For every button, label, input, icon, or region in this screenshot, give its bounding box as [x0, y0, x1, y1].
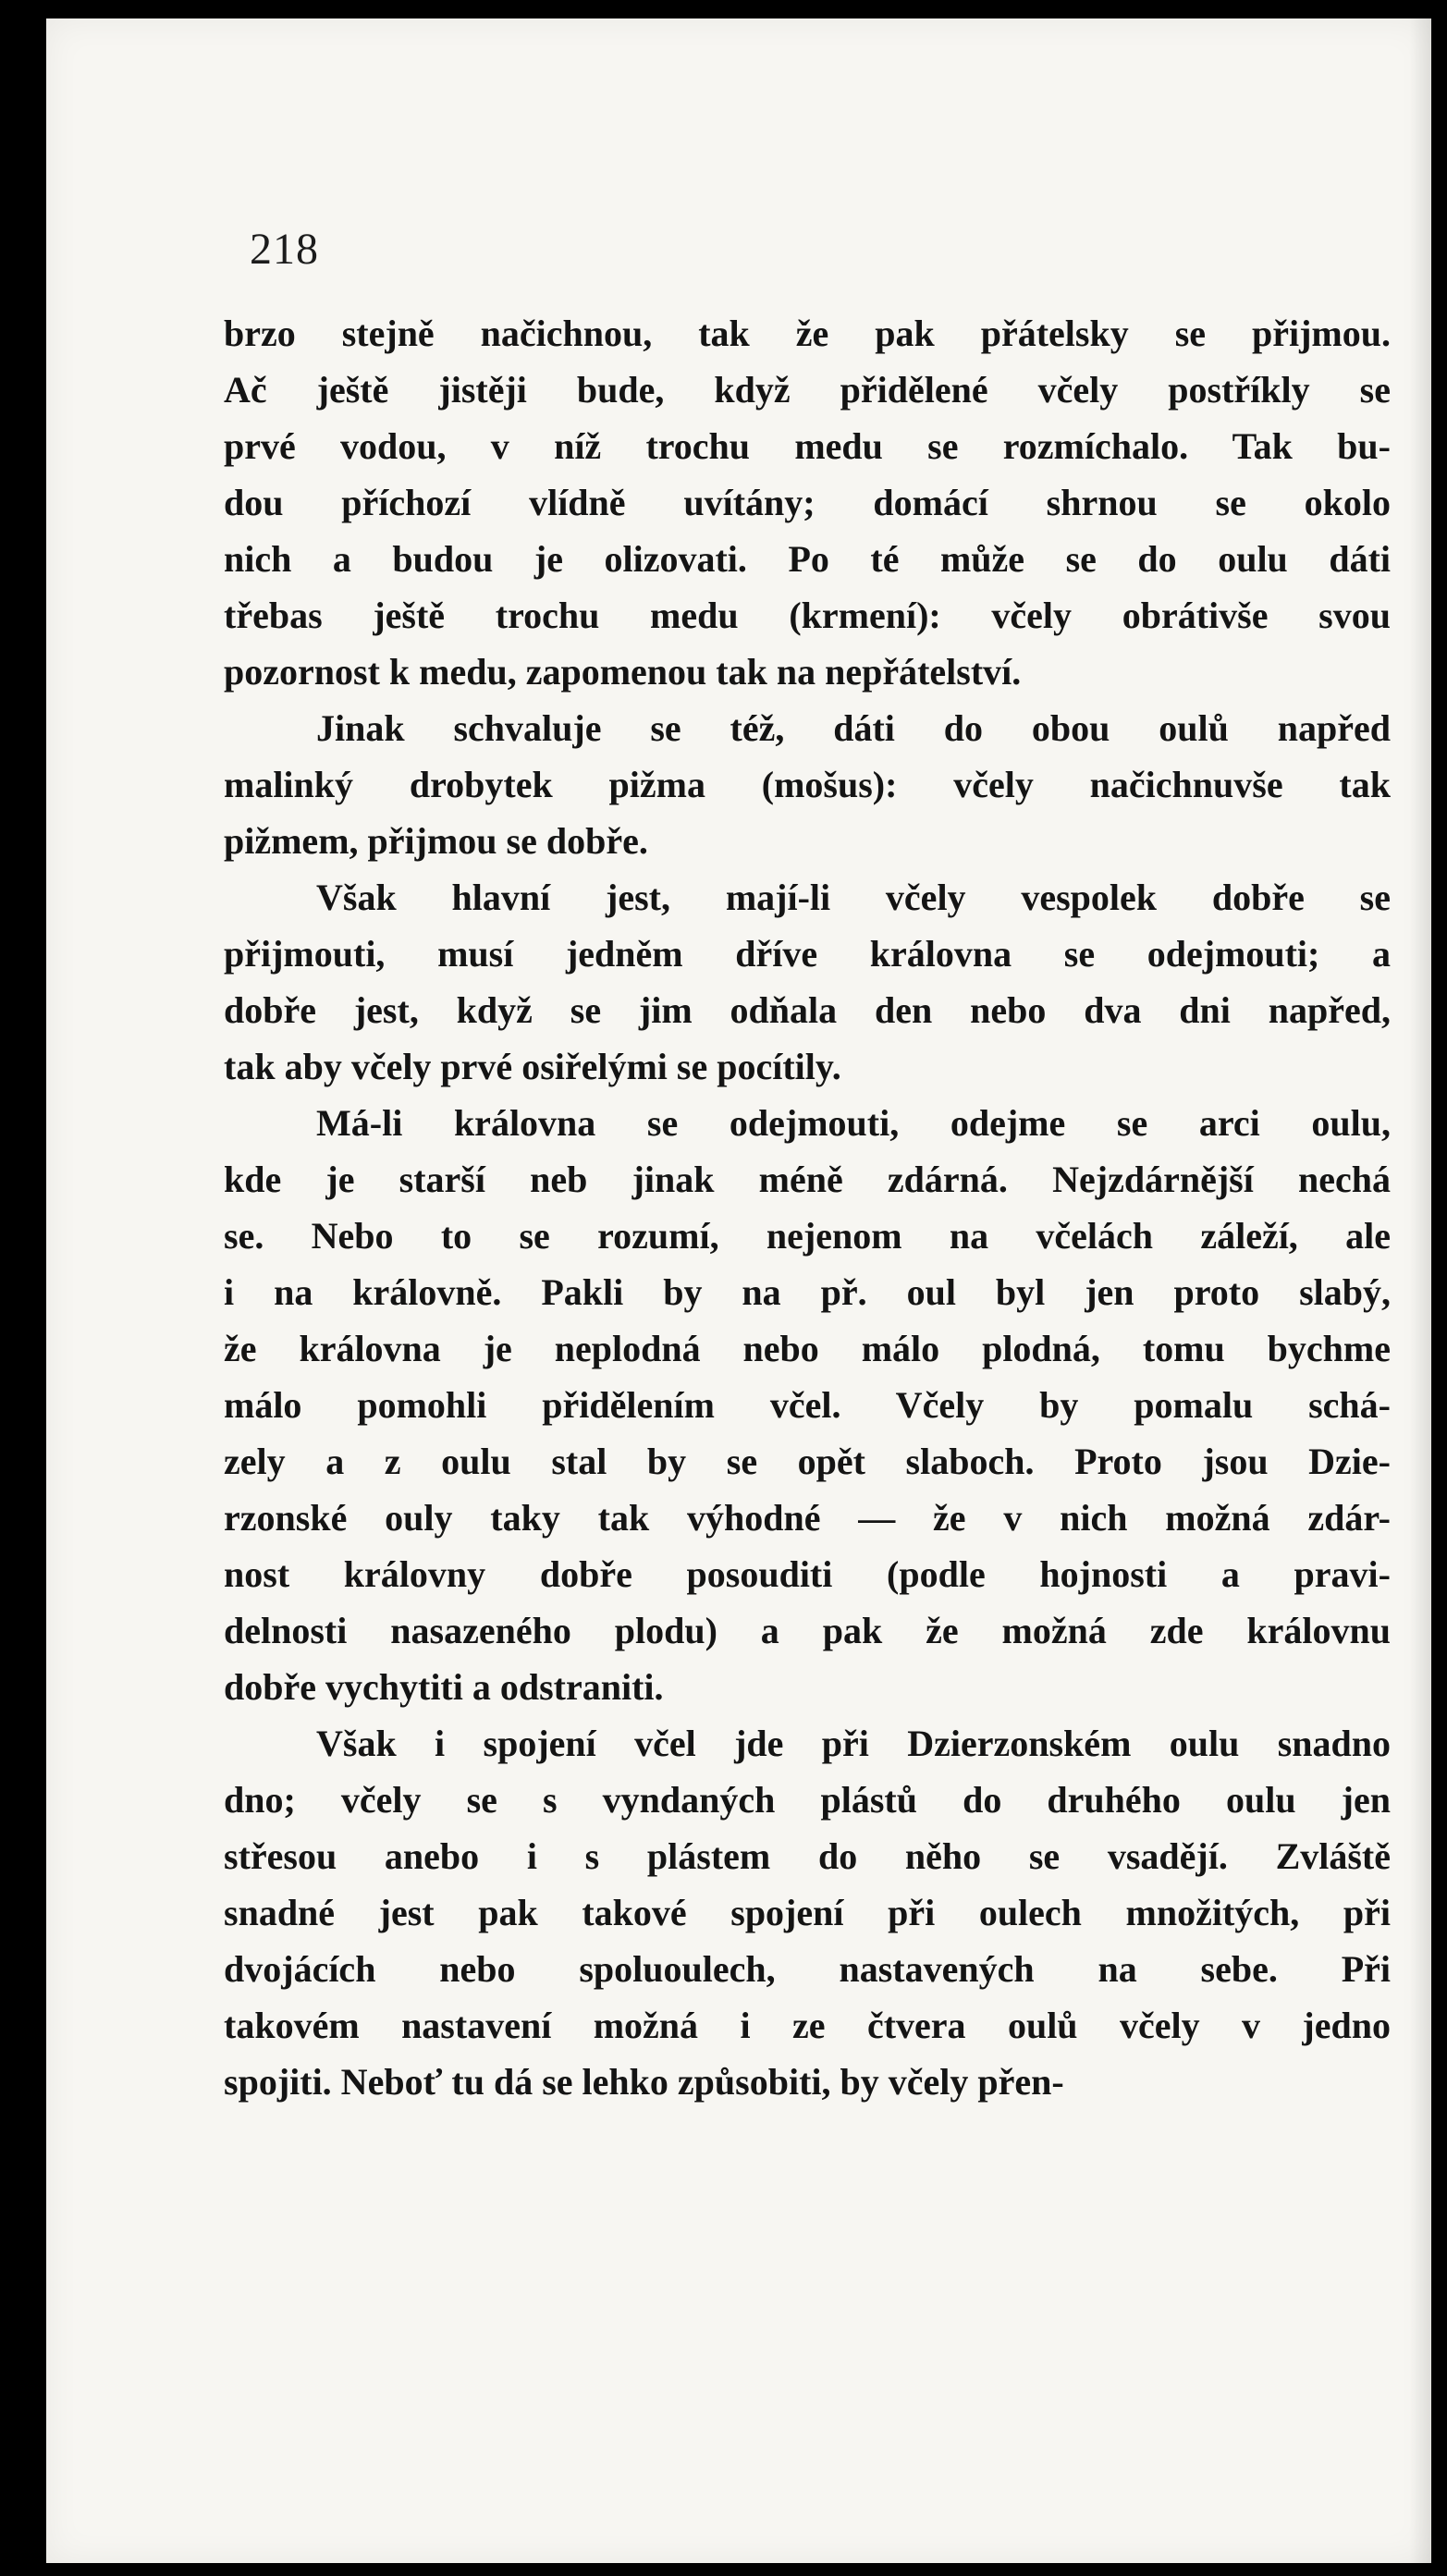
page-number: 218 [250, 225, 319, 274]
text-line: prvé vodou, v níž trochu medu se rozmíchalo. Tak bu- [224, 425, 1391, 467]
text-line: dobře jest, když se jim odňala den nebo dva dni napřed, [224, 989, 1391, 1031]
book-page [46, 18, 1431, 2563]
text-line: dou příchozí vlídně uvítány; domácí shrnou se okolo [224, 482, 1391, 523]
text-line: málo pomohli přidělením včel. Včely by pomalu schá- [224, 1384, 1391, 1426]
text-line: Jinak schvaluje se též, dáti do obou oulů napřed [316, 707, 1391, 749]
text-line: snadné jest pak takové spojení při oulech množitých, při [224, 1892, 1391, 1933]
text-line: že královna je neplodná nebo málo plodná, tomu bychme [224, 1328, 1391, 1369]
text-line: kde je starší neb jinak méně zdárná. Nejzdárnější nechá [224, 1159, 1391, 1200]
text-line: malinký drobytek pižma (mošus): včely načichnuvše tak [224, 764, 1391, 805]
paragraph [224, 869, 1391, 1095]
text-line: přijmouti, musí jedněm dříve královna se odejmouti; a [224, 933, 1391, 975]
text-line: pozornost k medu, zapomenou tak na nepřátelství. [224, 651, 1022, 693]
text-line: delnosti nasazeného plodu) a pak že možná zde královnu [224, 1610, 1391, 1651]
text-line: Však hlavní jest, mají-li včely vespolek dobře se [316, 877, 1391, 918]
paragraph [224, 1095, 1391, 1715]
text-line: rzonské ouly taky tak výhodné — že v nich možná zdár- [224, 1497, 1391, 1539]
paragraph [224, 305, 1391, 700]
text-line: tak aby včely prvé osiřelými se pocítily. [224, 1046, 841, 1087]
paragraph [224, 700, 1391, 869]
text-line: třebas ještě trochu medu (krmení): včely obrátivše svou [224, 595, 1391, 636]
text-line: spojiti. Neboť tu dá se lehko způsobiti, by včely přen- [224, 2061, 1064, 2103]
text-line: dobře vychytiti a odstraniti. [224, 1666, 664, 1708]
text-line: i na královně. Pakli by na př. oul byl jen proto slabý, [224, 1271, 1391, 1313]
scan-edge-shadow [1409, 18, 1431, 2563]
text-line: nost královny dobře posouditi (podle hojnosti a pravi- [224, 1553, 1391, 1595]
text-line: střesou anebo i s plástem do něho se vsadějí. Zvláště [224, 1835, 1391, 1877]
body-text [224, 305, 1391, 2110]
text-line: Má-li královna se odejmouti, odejme se arci oulu, [316, 1102, 1391, 1144]
text-line: takovém nastavení možná i ze čtvera oulů včely v jedno [224, 2005, 1391, 2046]
text-line: Ač ještě jistěji bude, když přidělené včely postříkly se [224, 369, 1391, 411]
text-line: nich a budou je olizovati. Po té může se do oulu dáti [224, 538, 1391, 580]
text-line: brzo stejně načichnou, tak že pak přátelsky se přijmou. [224, 313, 1391, 354]
text-line: dno; včely se s vyndaných plástů do druhého oulu jen [224, 1779, 1391, 1821]
text-line: pižmem, přijmou se dobře. [224, 820, 648, 862]
paragraph [224, 1715, 1391, 2110]
text-line: zely a z oulu stal by se opět slaboch. Proto jsou Dzie- [224, 1441, 1391, 1482]
text-line: dvojácích nebo spoluoulech, nastavených na sebe. Při [224, 1948, 1391, 1990]
text-line: Však i spojení včel jde při Dzierzonském oulu snadno [316, 1723, 1391, 1764]
text-line: se. Nebo to se rozumí, nejenom na včelách záleží, ale [224, 1215, 1391, 1257]
